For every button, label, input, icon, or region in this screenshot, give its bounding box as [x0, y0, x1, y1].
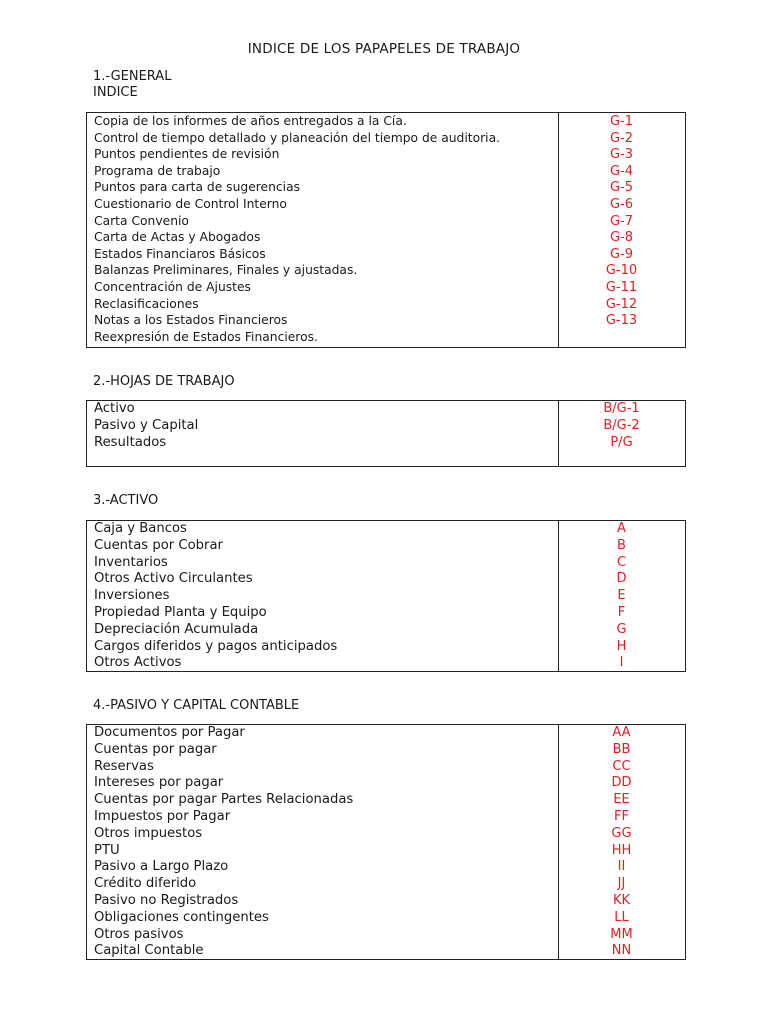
row-label: Reclasificaciones	[94, 296, 199, 311]
row-code: D	[616, 571, 627, 587]
row-code: CC	[612, 758, 631, 774]
rows-activo	[87, 521, 685, 672]
row-code: JJ	[617, 876, 626, 892]
table-row	[87, 555, 685, 572]
row-label: Cuestionario de Control Interno	[94, 196, 287, 211]
row-code: G-2	[609, 130, 634, 146]
row-label: Cuentas por pagar	[94, 741, 217, 757]
row-code: H	[616, 638, 627, 654]
row-code: AA	[612, 725, 631, 740]
row-code: G-1	[609, 114, 634, 129]
table-row	[87, 725, 685, 742]
row-label: Depreciación Acumulada	[94, 621, 259, 637]
table-hojas-de-trabajo	[86, 400, 686, 467]
row-code: FF	[614, 808, 629, 824]
row-code: F	[617, 604, 626, 620]
table-row	[87, 655, 685, 672]
row-code: DD	[611, 775, 632, 791]
row-code: B	[617, 537, 626, 553]
row-label: Otros pasivos	[94, 926, 184, 942]
table-row	[87, 297, 685, 314]
rows-general	[87, 114, 685, 346]
row-code: E	[617, 588, 626, 604]
section-heading-activo: 3.-ACTIVO	[93, 493, 159, 508]
row-label: Carta de Actas y Abogados	[94, 230, 261, 245]
row-label: PTU	[94, 842, 120, 858]
row-label: Inversiones	[94, 588, 170, 604]
row-label: Documentos por Pagar	[94, 725, 245, 740]
row-label: Cargos diferidos y pagos anticipados	[94, 638, 338, 654]
table-row	[87, 401, 685, 418]
row-label: Resultados	[94, 434, 167, 450]
row-code: A	[617, 521, 626, 536]
row-label: Concentración de Ajustes	[94, 279, 251, 294]
row-label: Cuentas por Cobrar	[94, 537, 223, 553]
row-label: Pasivo a Largo Plazo	[94, 859, 229, 875]
row-code: G-12	[605, 296, 638, 312]
table-row	[87, 876, 685, 893]
row-label: Estados Financiaros Básicos	[94, 246, 266, 261]
row-label: Activo	[94, 401, 135, 416]
table-row	[87, 114, 685, 131]
row-code: KK	[612, 892, 631, 908]
table-row	[87, 131, 685, 148]
table-row	[87, 605, 685, 622]
row-label: Caja y Bancos	[94, 521, 187, 536]
row-label: Capital Contable	[94, 943, 204, 959]
section-heading-hojas-de-trabajo: 2.-HOJAS DE TRABAJO	[93, 374, 235, 389]
section-subheading-indice: INDICE	[93, 85, 138, 100]
row-code: G-9	[609, 246, 634, 262]
row-code: BB	[612, 741, 631, 757]
row-label: Otros Activos	[94, 655, 182, 671]
row-label: Pasivo y Capital	[94, 417, 199, 433]
row-label: Reexpresión de Estados Financieros.	[94, 329, 318, 344]
table-pasivo-y-capital	[86, 724, 686, 960]
row-label: Puntos pendientes de revisión	[94, 147, 280, 162]
table-row	[87, 893, 685, 910]
table-row	[87, 622, 685, 639]
row-code: P/G	[610, 434, 633, 450]
rows-pasivo-y-capital	[87, 725, 685, 960]
table-row	[87, 639, 685, 656]
row-code: II	[617, 859, 626, 875]
row-code: NN	[611, 943, 632, 959]
table-row	[87, 164, 685, 181]
row-label: Cuentas por pagar Partes Relacionadas	[94, 792, 354, 808]
row-label: Notas a los Estados Financieros	[94, 313, 288, 328]
row-code: G-10	[605, 263, 638, 279]
row-code: G-7	[609, 213, 634, 229]
row-code: LL	[614, 909, 629, 925]
row-code: I	[619, 655, 624, 671]
row-label: Inventarios	[94, 554, 168, 570]
row-label: Otros impuestos	[94, 825, 203, 841]
row-label: Balanzas Preliminares, Finales y ajustadas.	[94, 263, 358, 278]
table-row	[87, 521, 685, 538]
table-row	[87, 214, 685, 231]
row-code: G-11	[605, 279, 638, 295]
table-general	[86, 112, 686, 348]
row-label: Obligaciones contingentes	[94, 909, 269, 925]
row-label: Copia de los informes de años entregados a la Cía.	[94, 114, 407, 128]
table-row	[87, 280, 685, 297]
row-code: G-8	[609, 230, 634, 246]
table-row	[87, 263, 685, 280]
table-row	[87, 843, 685, 860]
table-row	[87, 147, 685, 164]
table-activo	[86, 520, 686, 672]
document-title: INDICE DE LOS PAPAPELES DE TRABAJO	[247, 41, 521, 57]
row-label: Impuestos por Pagar	[94, 808, 231, 824]
row-code: G-6	[609, 196, 634, 212]
row-code: B/G-2	[603, 417, 640, 433]
row-code: G-3	[609, 147, 634, 163]
row-label: Control de tiempo detallado y planeación del tiempo de auditoria.	[94, 130, 501, 145]
table-row	[87, 571, 685, 588]
table-row	[87, 197, 685, 214]
row-code: G-4	[609, 163, 634, 179]
table-row	[87, 588, 685, 605]
row-code: MM	[610, 926, 633, 942]
table-row	[87, 180, 685, 197]
table-row	[87, 330, 685, 347]
table-row	[87, 230, 685, 247]
row-label: Propiedad Planta y Equipo	[94, 604, 267, 620]
table-row	[87, 826, 685, 843]
row-code: EE	[613, 792, 630, 808]
rows-hojas-de-trabajo	[87, 401, 685, 451]
row-code: G	[616, 621, 627, 637]
row-code: G-5	[609, 180, 634, 196]
table-row	[87, 538, 685, 555]
table-row	[87, 792, 685, 809]
row-label: Intereses por pagar	[94, 775, 224, 791]
row-code: HH	[611, 842, 632, 858]
row-code: C	[616, 554, 627, 570]
row-label: Pasivo no Registrados	[94, 892, 239, 908]
row-label: Crédito diferido	[94, 876, 197, 892]
table-row	[87, 859, 685, 876]
section-heading-general: 1.-GENERAL	[93, 69, 172, 84]
row-label: Puntos para carta de sugerencias	[94, 180, 301, 195]
table-row	[87, 313, 685, 330]
table-row	[87, 809, 685, 826]
table-row	[87, 247, 685, 264]
table-row	[87, 742, 685, 759]
table-row	[87, 759, 685, 776]
table-row	[87, 418, 685, 435]
row-label: Otros Activo Circulantes	[94, 571, 253, 587]
table-row	[87, 775, 685, 792]
row-label: Programa de trabajo	[94, 163, 221, 178]
row-code: G-13	[605, 313, 638, 329]
row-code: B/G-1	[603, 401, 640, 416]
row-code: GG	[611, 825, 632, 841]
table-row	[87, 910, 685, 927]
table-row	[87, 943, 685, 960]
section-heading-pasivo-y-capital: 4.-PASIVO Y CAPITAL CONTABLE	[93, 698, 300, 713]
row-label: Reservas	[94, 758, 154, 774]
row-label: Carta Convenio	[94, 213, 189, 228]
table-row	[87, 927, 685, 944]
table-row	[87, 435, 685, 452]
